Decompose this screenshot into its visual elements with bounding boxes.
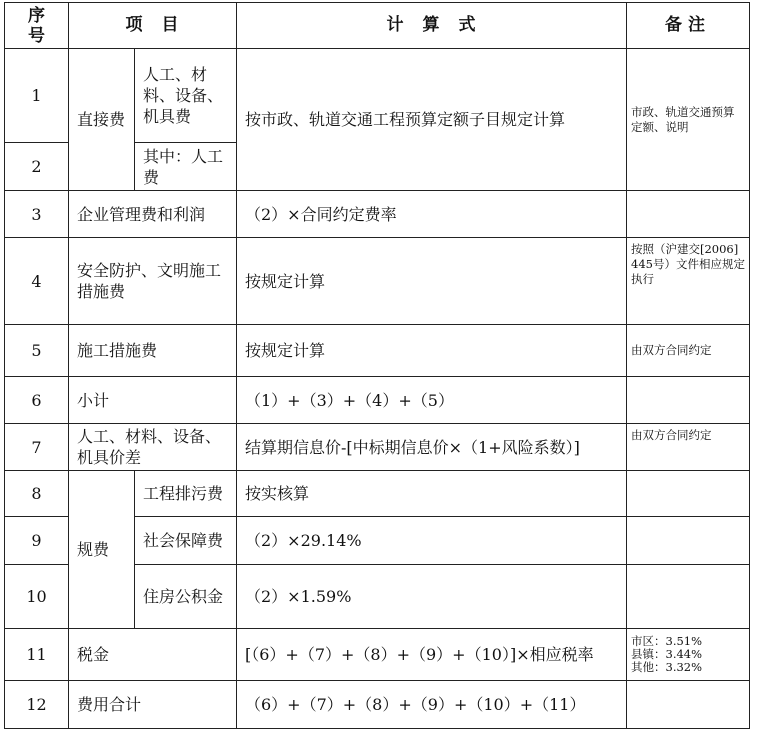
header-row — [5, 3, 750, 49]
row-note — [627, 565, 750, 629]
tax-rate-other: 其他：3.32% — [631, 660, 703, 674]
tax-rate-county: 县镇：3.44% — [631, 647, 703, 661]
fee-calculation-table — [4, 2, 750, 729]
row-no: 9 — [5, 517, 69, 565]
row-note: 按照（沪建交[2006]445号）文件相应规定执行 — [627, 238, 750, 325]
row-note: 由双方合同约定 — [627, 424, 750, 471]
table-row — [5, 681, 750, 729]
row-formula: （6）+（7）+（8）+（9）+（10）+（11） — [237, 681, 627, 729]
row-item: 人工、材料、设备、机具价差 — [69, 424, 237, 471]
row-formula: 按规定计算 — [237, 238, 627, 325]
row-no: 10 — [5, 565, 69, 629]
row-item: 人工、材料、设备、机具费 — [135, 49, 237, 143]
row-formula: （2）×29.14% — [237, 517, 627, 565]
row-no: 4 — [5, 238, 69, 325]
row-no: 6 — [5, 377, 69, 424]
row-item: 施工措施费 — [69, 325, 237, 377]
row-formula: 按实核算 — [237, 471, 627, 517]
row-item: 安全防护、文明施工措施费 — [69, 238, 237, 325]
row-no: 5 — [5, 325, 69, 377]
row-note: 由双方合同约定 — [627, 325, 750, 377]
row-formula: （2）×合同约定费率 — [237, 191, 627, 238]
row-formula: 按规定计算 — [237, 325, 627, 377]
row-no: 3 — [5, 191, 69, 238]
row-item: 税金 — [69, 629, 237, 681]
row-group: 直接费 — [69, 49, 135, 191]
table-row — [5, 629, 750, 681]
header-formula: 计 算 式 — [237, 3, 627, 49]
tax-rate-urban: 市区：3.51% — [631, 634, 703, 648]
row-item: 社会保障费 — [135, 517, 237, 565]
row-item: 其中：人工费 — [135, 143, 237, 191]
row-item: 费用合计 — [69, 681, 237, 729]
row-item: 住房公积金 — [135, 565, 237, 629]
header-item: 项 目 — [69, 3, 237, 49]
row-item: 企业管理费和利润 — [69, 191, 237, 238]
header-note: 备注 — [627, 3, 750, 49]
table-row — [5, 424, 750, 471]
row-formula: （2）×1.59% — [237, 565, 627, 629]
row-note-tax-rates — [627, 629, 750, 681]
table-row — [5, 471, 750, 517]
row-note — [627, 471, 750, 517]
table-row — [5, 191, 750, 238]
row-note — [627, 377, 750, 424]
row-no: 7 — [5, 424, 69, 471]
header-no: 序号 — [5, 3, 69, 49]
row-no: 12 — [5, 681, 69, 729]
row-formula: （1）+（3）+（4）+（5） — [237, 377, 627, 424]
row-no: 8 — [5, 471, 69, 517]
table-row — [5, 49, 750, 143]
row-note: 市政、轨道交通预算定额、说明 — [627, 49, 750, 191]
row-no: 11 — [5, 629, 69, 681]
row-no: 2 — [5, 143, 69, 191]
row-formula: 结算期信息价-[中标期信息价×（1+风险系数）] — [237, 424, 627, 471]
table-row — [5, 377, 750, 424]
row-group: 规费 — [69, 471, 135, 629]
row-note — [627, 191, 750, 238]
row-item: 小计 — [69, 377, 237, 424]
row-note — [627, 517, 750, 565]
row-no: 1 — [5, 49, 69, 143]
row-formula: 按市政、轨道交通工程预算定额子目规定计算 — [237, 49, 627, 191]
row-formula: [（6）+（7）+（8）+（9）+（10）]×相应税率 — [237, 629, 627, 681]
table-row — [5, 325, 750, 377]
row-note — [627, 681, 750, 729]
table-row — [5, 238, 750, 325]
row-item: 工程排污费 — [135, 471, 237, 517]
